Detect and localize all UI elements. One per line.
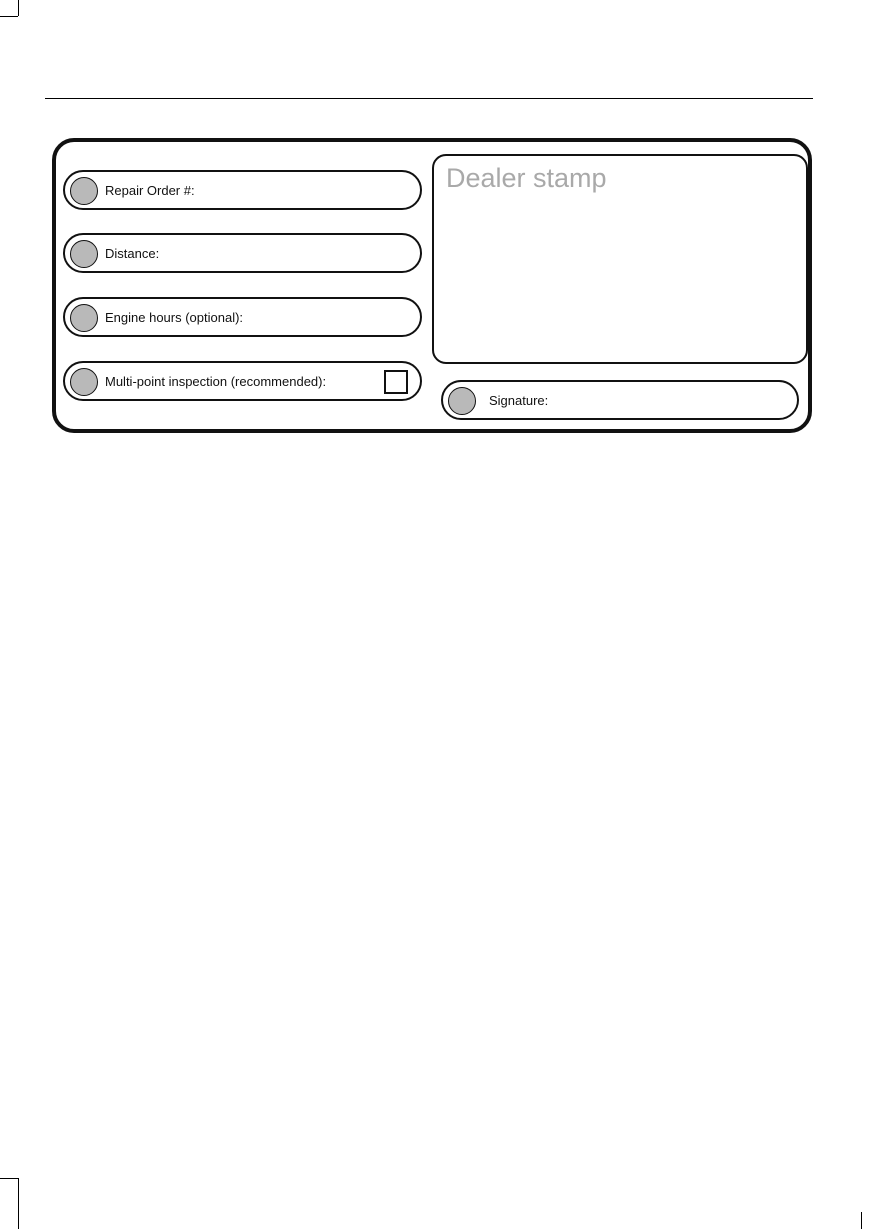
field-marker-icon (448, 387, 476, 415)
repair-order-label: Repair Order #: (105, 183, 195, 198)
distance-field[interactable] (63, 233, 422, 273)
inspection-checkbox[interactable] (384, 370, 408, 394)
distance-label: Distance: (105, 246, 160, 261)
field-marker-icon (70, 368, 98, 396)
inspection-field (63, 361, 422, 401)
crop-mark-top-left-v (18, 0, 19, 16)
header-rule (45, 98, 813, 99)
dealer-stamp-title: Dealer stamp (446, 163, 607, 193)
crop-mark-bottom-left-h (0, 1178, 18, 1179)
field-marker-icon (70, 240, 98, 268)
crop-mark-top-left-h (0, 16, 18, 17)
engine-hours-label: Engine hours (optional): (105, 310, 244, 325)
crop-mark-bottom-right-v (861, 1212, 862, 1229)
field-marker-icon (70, 304, 98, 332)
signature-label: Signature: (489, 393, 549, 408)
field-marker-icon (70, 177, 98, 205)
engine-hours-field[interactable] (63, 297, 422, 337)
signature-field[interactable] (441, 380, 799, 420)
crop-mark-bottom-left-v (18, 1178, 19, 1229)
repair-order-field[interactable] (63, 170, 422, 210)
inspection-label: Multi-point inspection (recommended): (105, 374, 327, 389)
dealer-stamp-box (432, 154, 808, 364)
